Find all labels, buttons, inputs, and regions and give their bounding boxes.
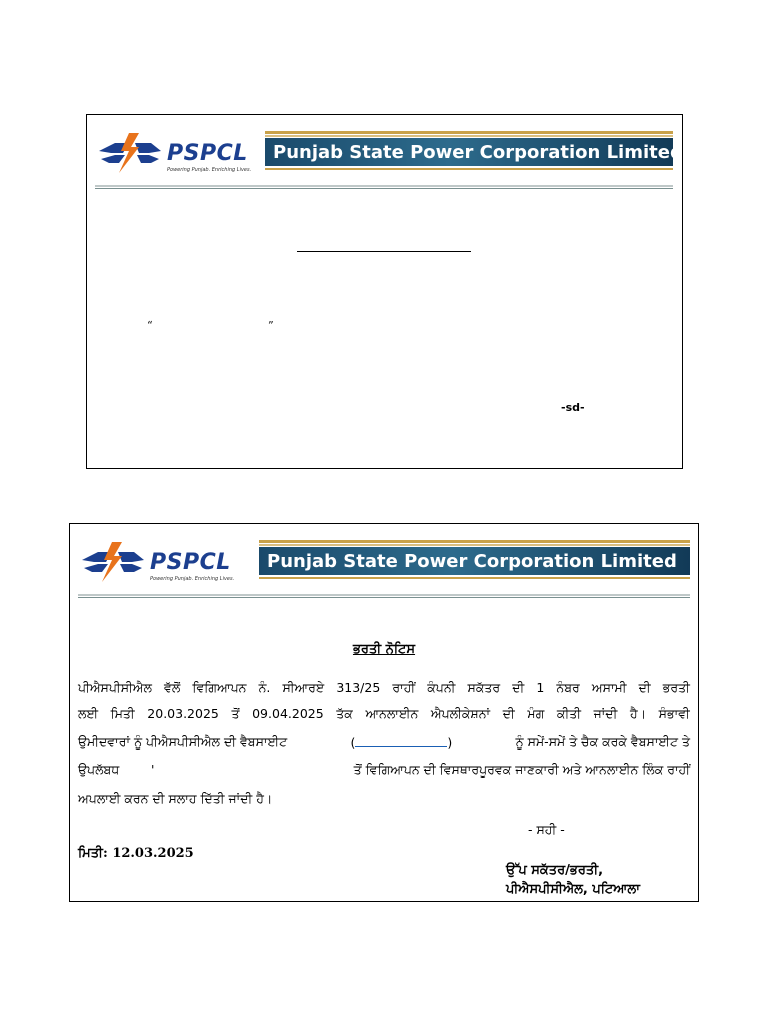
body-line-4	[78, 762, 690, 778]
word: ਦੀ	[512, 680, 525, 695]
word: ਤੱਕ	[336, 706, 353, 721]
word: ਕੰਪਨੀ	[427, 680, 456, 695]
signatory-designation: ਉੱਪ ਸਕੱਤਰ/ਭਰਤੀ,	[506, 863, 604, 878]
word: ਜਾਂਦੀ	[593, 706, 618, 721]
word: ਤੋਂ	[231, 706, 240, 721]
word: ਐਪਲੀਕੇਸ਼ਨਾਂ	[430, 706, 491, 721]
close-quote: ”	[268, 319, 274, 332]
body-line-3-start: ਉਮੀਦਵਾਰਾਂ ਨੂੰ ਪੀਐਸਪੀਸੀਐਲ ਦੀ ਵੈਬਸਾਈਟ	[78, 734, 288, 749]
open-quote: “	[147, 319, 153, 332]
header-divider	[95, 185, 673, 187]
word: ਹੈ।	[629, 706, 647, 721]
word: ਅਸਾਮੀ	[591, 680, 627, 695]
word: ਰਾਹੀਂ	[392, 680, 416, 695]
body-line-4-start: ਉਪਲੱਬਧ '	[78, 762, 155, 777]
body-line-1	[78, 680, 690, 696]
lightning-bolt-icon	[78, 538, 150, 590]
body-line-5: ਅਪਲਾਈ ਕਰਨ ਦੀ ਸਲਾਹ ਦਿੱਤੀ ਜਾਂਦੀ ਹੈ।	[78, 791, 273, 806]
body-line-2	[78, 706, 690, 722]
logo-wordmark: PSPCL	[167, 141, 248, 166]
word: ਸੀਆਰਏ	[282, 680, 325, 695]
word: ਸਕੱਤਰ	[467, 680, 501, 695]
letterhead	[95, 125, 683, 189]
word: ਪੀਐਸਪੀਸੀਐਲ	[78, 680, 152, 695]
body-line-3	[78, 734, 690, 750]
logo-tagline: Powering Punjab. Enriching Lives.	[167, 167, 252, 173]
notice-date	[78, 846, 194, 861]
word: ਕੀਤੀ	[556, 706, 581, 721]
body-line-4-end: ਤੋਂ ਵਿਗਿਆਪਨ ਦੀ ਵਿਸਥਾਰਪੂਰਵਕ ਜਾਣਕਾਰੀ ਅਤੇ ਆਨਲਾਈਨ ਲਿੰਕ ਰਾਹੀਂ	[353, 762, 690, 777]
pspcl-logo	[78, 538, 248, 594]
date-label: ਮਿਤੀ:	[78, 846, 108, 861]
punjabi-notice-box	[69, 523, 699, 902]
pspcl-logo	[95, 129, 265, 185]
date-value: 12.03.2025	[112, 846, 194, 861]
word: 20.03.2025	[147, 706, 219, 721]
word: ਨੰਬਰ	[556, 680, 580, 695]
header-divider-secondary	[95, 188, 673, 189]
word: ਦੀ	[502, 706, 515, 721]
website-link[interactable]	[355, 734, 447, 747]
signed-mark: -sd-	[561, 401, 585, 414]
company-banner	[259, 540, 690, 582]
word: 313/25	[336, 680, 381, 695]
word: ਮੰਗ	[527, 706, 545, 721]
word: 1	[536, 680, 545, 695]
signed-mark: - ਸਹੀ -	[528, 822, 565, 837]
header-divider	[78, 594, 690, 596]
company-name: Punjab State Power Corporation Limited	[273, 141, 683, 163]
notice-title: ਭਰਤੀ ਨੋਟਿਸ	[352, 642, 416, 657]
word: ਵਿਗਿਆਪਨ	[192, 680, 247, 695]
logo-wordmark: PSPCL	[150, 550, 231, 575]
lightning-bolt-icon	[95, 129, 167, 181]
word: 09.04.2025	[252, 706, 324, 721]
word: ਮਿਤੀ	[110, 706, 135, 721]
word: ਆਨਲਾਈਨ	[365, 706, 419, 721]
body-line-3-end: ਨੂੰ ਸਮੇਂ-ਸਮੇਂ ਤੇ ਚੈਕ ਕਰਕੇ ਵੈਬਸਾਈਟ ਤੇ	[515, 734, 690, 749]
signatory-office: ਪੀਐਸਪੀਸੀਐਲ, ਪਟਿਆਲਾ	[506, 882, 640, 897]
title-underline	[297, 251, 471, 252]
english-notice-box	[86, 114, 683, 469]
word: ਦੀ	[638, 680, 651, 695]
word: ਨੰ.	[258, 680, 271, 695]
word: ਸੰਭਾਵੀ	[658, 706, 690, 721]
website-link-slot[interactable]: ( )	[350, 735, 453, 750]
logo-tagline: Powering Punjab. Enriching Lives.	[150, 576, 235, 582]
header-divider-secondary	[78, 597, 690, 598]
word: ਲਈ	[78, 706, 99, 721]
word: ਵੱਲੋਂ	[164, 680, 181, 695]
available-word: ਉਪਲੱਬਧ	[78, 762, 120, 777]
company-banner	[265, 131, 683, 173]
letterhead	[78, 534, 690, 598]
word: ਭਰਤੀ	[662, 680, 690, 695]
company-name: Punjab State Power Corporation Limited	[267, 550, 677, 572]
